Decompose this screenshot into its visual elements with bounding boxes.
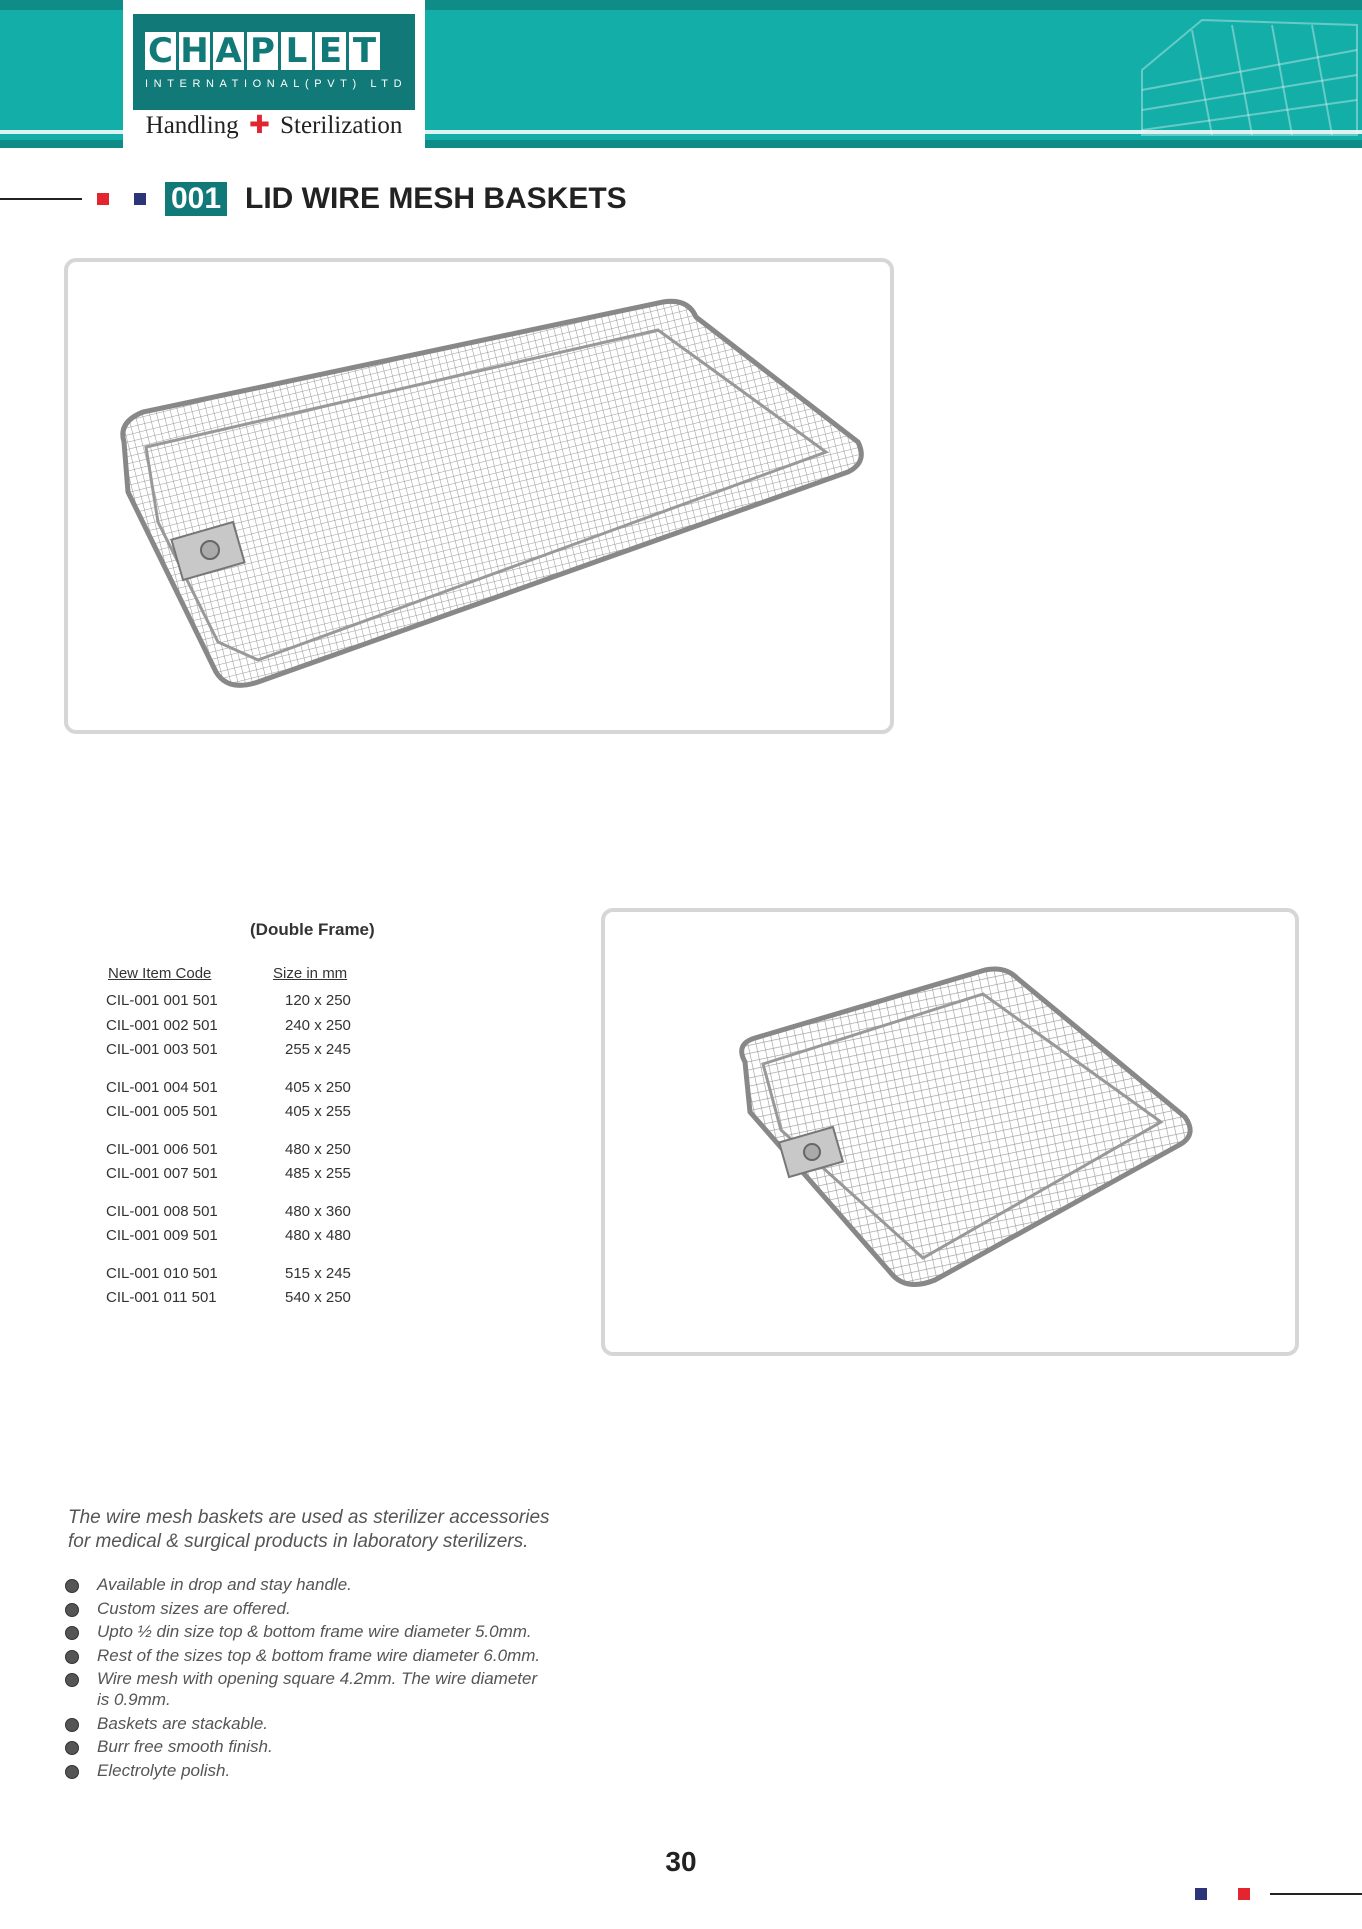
table-row [106,1017,385,1042]
table-rows [106,992,385,1327]
navy-square-icon [1195,1888,1207,1900]
table-row [106,1227,385,1252]
logo-letter: C [145,32,176,70]
item-code: CIL-001 004 501 [106,1078,218,1096]
feature-text: Custom sizes are offered. [97,1598,291,1618]
bullet-icon [65,1765,79,1779]
feature-text: Baskets are stackable. [97,1713,269,1733]
feature-text: Available in drop and stay handle. [97,1575,352,1594]
column-header-code: New Item Code [108,965,212,982]
section-number-badge: 001 [165,182,227,216]
tagline [123,110,425,140]
logo-wordmark [145,32,380,70]
item-code: CIL-001 001 501 [106,992,218,1009]
item-size: 255 x 245 [285,1041,351,1058]
wire-mesh-lid-icon [605,912,1295,1352]
table-row [106,992,385,1017]
table-row [106,1289,385,1314]
table-row [106,1165,385,1190]
tagline-right: Sterilization [280,112,403,139]
company-logo [123,0,425,148]
table-row [106,1041,385,1066]
feature-text: Electrolyte polish. [97,1760,231,1780]
list-item [64,1713,624,1734]
item-size: 120 x 250 [285,992,351,1009]
item-size: 480 x 360 [285,1202,351,1220]
list-item [64,1760,624,1781]
red-square-icon [1238,1888,1250,1900]
footer-rule [1270,1893,1362,1895]
list-item [64,1668,624,1710]
item-size: 240 x 250 [285,1016,351,1034]
description-line: The wire mesh baskets are used as sterilizer accessories [68,1507,550,1528]
feature-text: is 0.9mm. [97,1690,171,1709]
logo-panel [133,14,415,110]
page-title: LID WIRE MESH BASKETS [245,182,627,215]
logo-letter: T [349,32,380,70]
item-size: 480 x 250 [285,1140,351,1158]
logo-letter: P [247,32,278,70]
feature-text: Upto ½ din size top & bottom frame wire diameter 5.0mm. [97,1622,532,1641]
item-size: 405 x 255 [285,1103,351,1120]
row-group [106,1079,385,1128]
table-row [106,1203,385,1228]
title-rule [0,198,82,200]
bullet-icon [65,1741,79,1755]
bullet-icon [65,1673,79,1687]
bullet-icon [65,1603,79,1617]
decorative-basket-icon [1132,10,1362,136]
item-code: CIL-001 005 501 [106,1103,218,1120]
navy-square-icon [134,193,146,205]
table-row [106,1141,385,1166]
item-size: 485 x 255 [285,1165,351,1182]
list-item [64,1621,624,1642]
item-code: CIL-001 008 501 [106,1202,218,1220]
row-group [106,1141,385,1190]
list-item [64,1598,624,1619]
bullet-icon [65,1718,79,1732]
item-size: 480 x 480 [285,1227,351,1244]
bullet-icon [65,1650,79,1664]
row-group [106,992,385,1066]
product-image-frame-secondary [601,908,1299,1356]
item-code: CIL-001 002 501 [106,1016,218,1034]
logo-letter: A [213,32,244,70]
feature-text: Burr free smooth finish. [97,1737,273,1756]
list-item [64,1736,624,1757]
item-size: 405 x 250 [285,1078,351,1096]
tagline-left: Handling [145,112,239,139]
item-code: CIL-001 010 501 [106,1264,218,1282]
feature-text: Wire mesh with opening square 4.2mm. The wire diameter [97,1669,538,1688]
table-row [106,1103,385,1128]
table-row [106,1079,385,1104]
item-code: CIL-001 009 501 [106,1227,218,1244]
description-line: for medical & surgical products in laboratory sterilizers. [68,1531,529,1552]
row-group [106,1265,385,1314]
red-cross-icon: ✚ [248,110,270,139]
item-size: 515 x 245 [285,1264,351,1282]
item-code: CIL-001 007 501 [106,1165,218,1182]
wire-mesh-lid-icon [68,262,890,730]
bullet-icon [65,1579,79,1593]
row-group [106,1203,385,1252]
feature-list [64,1574,624,1783]
item-size: 540 x 250 [285,1289,351,1306]
item-code: CIL-001 003 501 [106,1041,218,1058]
footer-decoration [1190,1886,1362,1902]
logo-letter: L [281,32,312,70]
logo-subtitle: INTERNATIONAL(PVT) LTD [145,78,408,90]
red-square-icon [97,193,109,205]
list-item [64,1574,624,1595]
item-code: CIL-001 011 501 [106,1289,217,1306]
logo-letter: H [180,31,209,71]
frame-type-label: (Double Frame) [250,920,375,939]
product-image-frame-main [64,258,894,734]
column-header-size: Size in mm [273,965,348,982]
table-row [106,1265,385,1290]
section-title-row [0,178,800,220]
feature-text: Rest of the sizes top & bottom frame wire diameter 6.0mm. [97,1645,541,1665]
item-code: CIL-001 006 501 [106,1140,218,1158]
logo-letter: E [315,32,346,70]
bullet-icon [65,1626,79,1640]
page-number: 30 [665,1846,697,1877]
product-description [68,1506,628,1554]
list-item [64,1645,624,1666]
